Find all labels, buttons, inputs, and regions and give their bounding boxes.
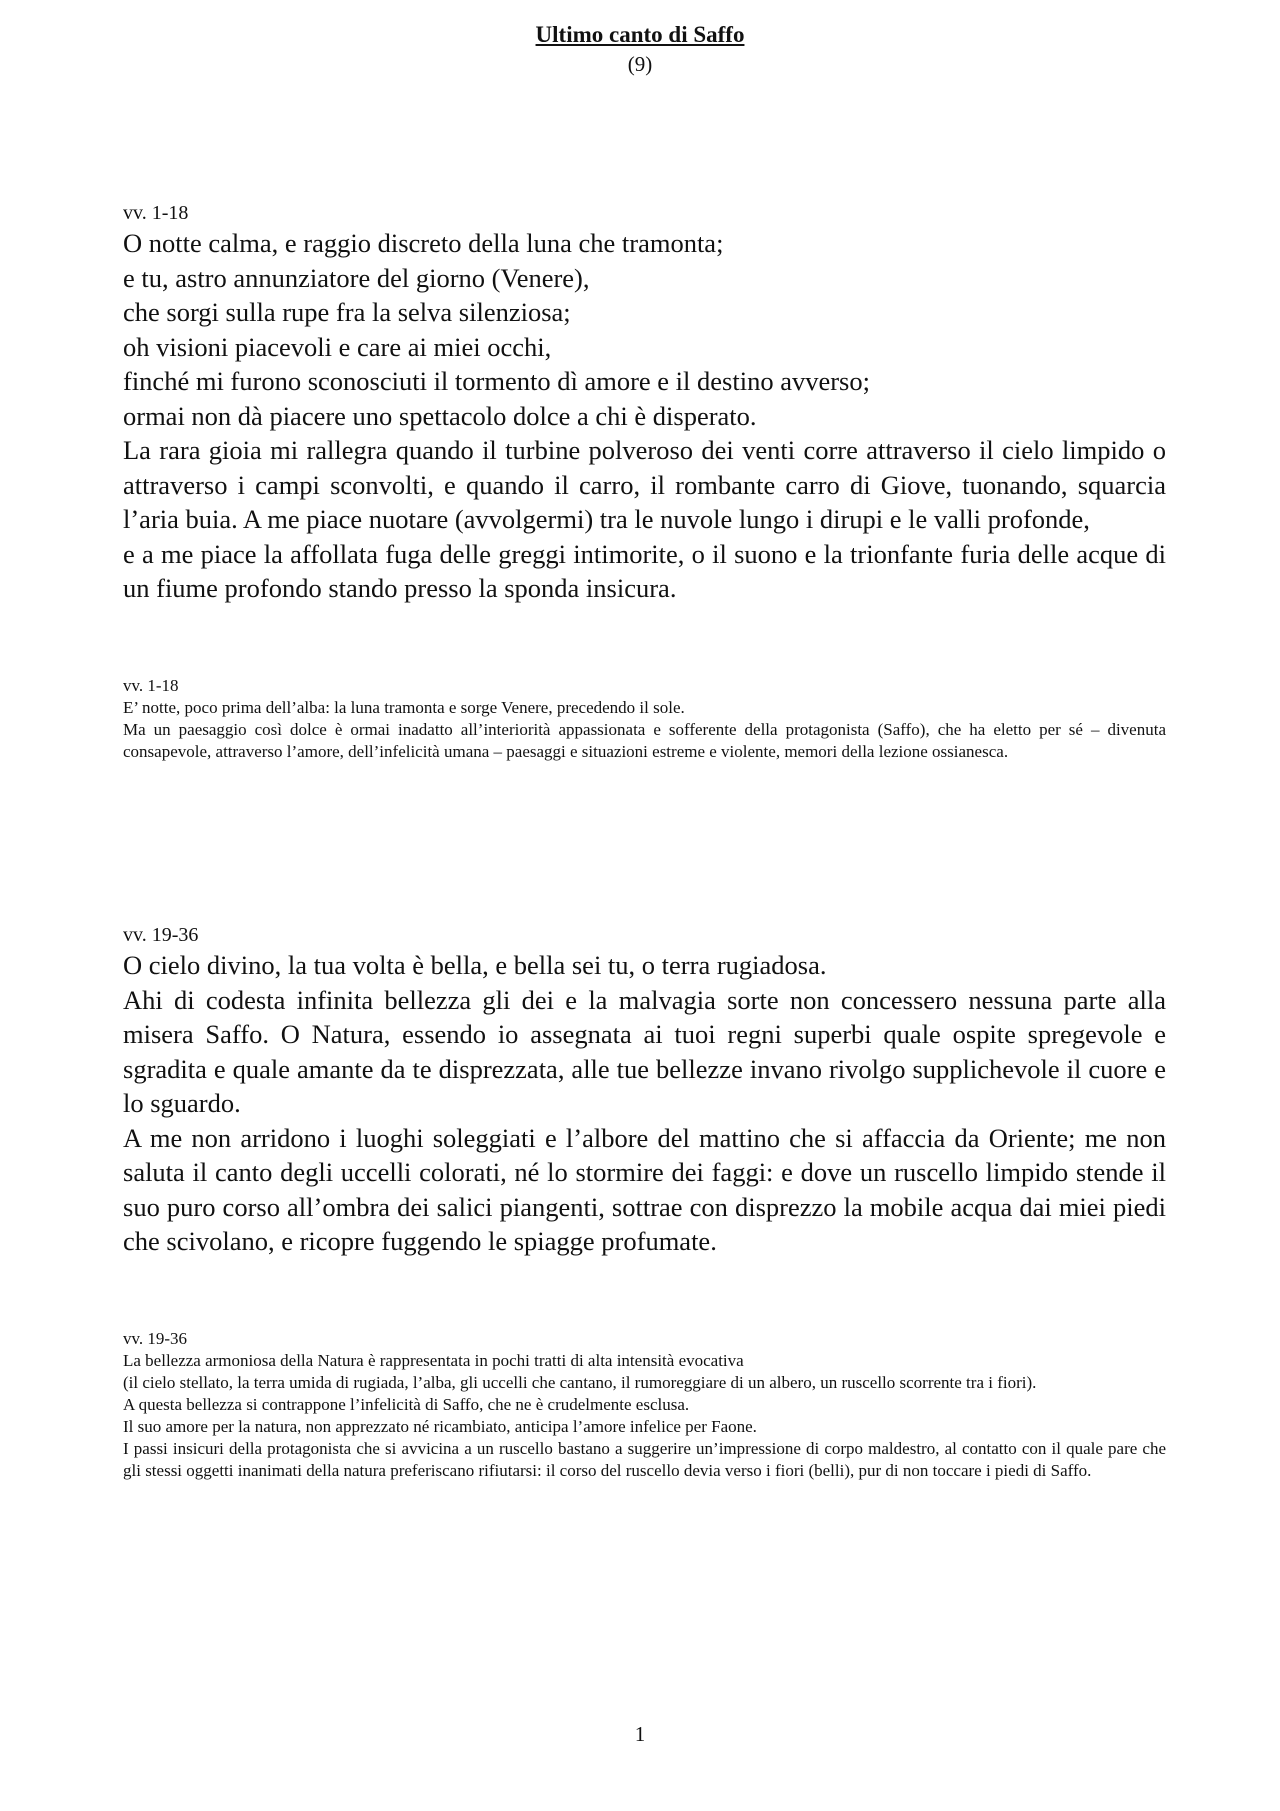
- verse-range-label: vv. 1-18: [123, 202, 189, 224]
- note-paragraph: Ma un paesaggio così dolce è ormai inadatto all’interiorità appassionata e sofferente della protagonista (Saffo), che ha eletto per sé – divenuta consapevole, attraverso l’amore, dell’infelicità umana – paesaggi e situazioni estreme e violente, memori della lezione ossianesca.: [123, 720, 1166, 761]
- translation-paragraph: A me non arridono i luoghi soleggiati e l’albore del mattino che si affaccia da Oriente; me non saluta il canto degli uccelli colorati, né lo stormire dei faggi: e dove un ruscello limpido stende il suo puro corso all’ombra dei salici piangenti, sottrae con disprezzo la mobile acqua dai miei piedi che scivolano, e ricopre fuggendo le spiagge profumate.: [123, 1122, 1166, 1256]
- translation-paragraph: che sorgi sulla rupe fra la selva silenziosa;: [123, 297, 571, 327]
- note-paragraph: E’ notte, poco prima dell’alba: la luna tramonta e sorge Venere, precedendo il sole.: [123, 698, 685, 717]
- translation-paragraph: O cielo divino, la tua volta è bella, e bella sei tu, o terra rugiadosa.: [123, 950, 827, 980]
- note-block: [123, 1350, 1166, 1482]
- note-paragraph: (il cielo stellato, la terra umida di rugiada, l’alba, gli uccelli che cantano, il rumoreggiare di un albero, un ruscello scorrente tra i fiori).: [123, 1373, 1037, 1392]
- section-verses-1-18: [123, 200, 1166, 606]
- note-verses-19-36: [123, 1328, 1166, 1482]
- page-subtitle: (9): [627, 52, 653, 76]
- translation-block: [123, 226, 1166, 606]
- translation-paragraph: ormai non dà piacere uno spettacolo dolce a chi è disperato.: [123, 400, 757, 431]
- translation-block: [123, 948, 1166, 1259]
- note-paragraph: Il suo amore per la natura, non apprezzato né ricambiato, anticipa l’amore infelice per Faone.: [123, 1417, 757, 1436]
- page-number: 1: [634, 1722, 646, 1746]
- translation-paragraph: oh visioni piacevoli e care ai miei occhi,: [123, 331, 552, 362]
- page-header: [0, 20, 1280, 78]
- note-verses-1-18: [123, 675, 1166, 763]
- translation-paragraph: Ahi di codesta infinita bellezza gli dei e la malvagia sorte non concessero nessuna parte alla misera Saffo. O Natura, essendo io assegnata ai tuoi regni superbi quale ospite spregevole e sgradita e quale amante da te disprezzata, alle tue bellezze invano rivolgo supplichevole il cuore e lo sguardo.: [123, 984, 1166, 1118]
- note-range-label: vv. 19-36: [123, 1329, 188, 1348]
- page-title: Ultimo canto di Saffo: [535, 22, 745, 47]
- translation-paragraph: La rara gioia mi rallegra quando il turbine polveroso dei venti corre attraverso il cielo limpido o attraverso i campi sconvolti, e quando il carro, il rombante carro di Giove, tuonando, squarcia l’aria buia. A me piace nuotare (avvolgermi) tra le nuvole lungo i dirupi e le valli profonde,: [123, 435, 1166, 534]
- translation-paragraph: e a me piace la affollata fuga delle greggi intimorite, o il suono e la trionfante furia delle acque di un fiume profondo stando presso la sponda insicura.: [123, 538, 1166, 603]
- note-paragraph: La bellezza armoniosa della Natura è rappresentata in pochi tratti di alta intensità evocativa: [123, 1351, 744, 1370]
- note-range-label: vv. 1-18: [123, 676, 179, 695]
- note-block: [123, 697, 1166, 763]
- note-paragraph: A questa bellezza si contrappone l’infelicità di Saffo, che ne è crudelmente esclusa.: [123, 1395, 690, 1414]
- note-paragraph: I passi insicuri della protagonista che si avvicina a un ruscello bastano a suggerire un’impressione di corpo maldestro, al contatto con il quale pare che gli stessi oggetti inanimati della natura preferiscano rifiutarsi: il corso del ruscello devia verso i fiori (belli), pur di non toccare i piedi di Saffo.: [123, 1439, 1166, 1480]
- section-verses-19-36: [123, 922, 1166, 1259]
- verse-range-label: vv. 19-36: [123, 924, 199, 946]
- translation-paragraph: e tu, astro annunziatore del giorno (Venere),: [123, 262, 590, 293]
- translation-paragraph: finché mi furono sconosciuti il tormento dì amore e il destino avverso;: [123, 366, 870, 396]
- translation-paragraph: O notte calma, e raggio discreto della luna che tramonta;: [123, 228, 724, 258]
